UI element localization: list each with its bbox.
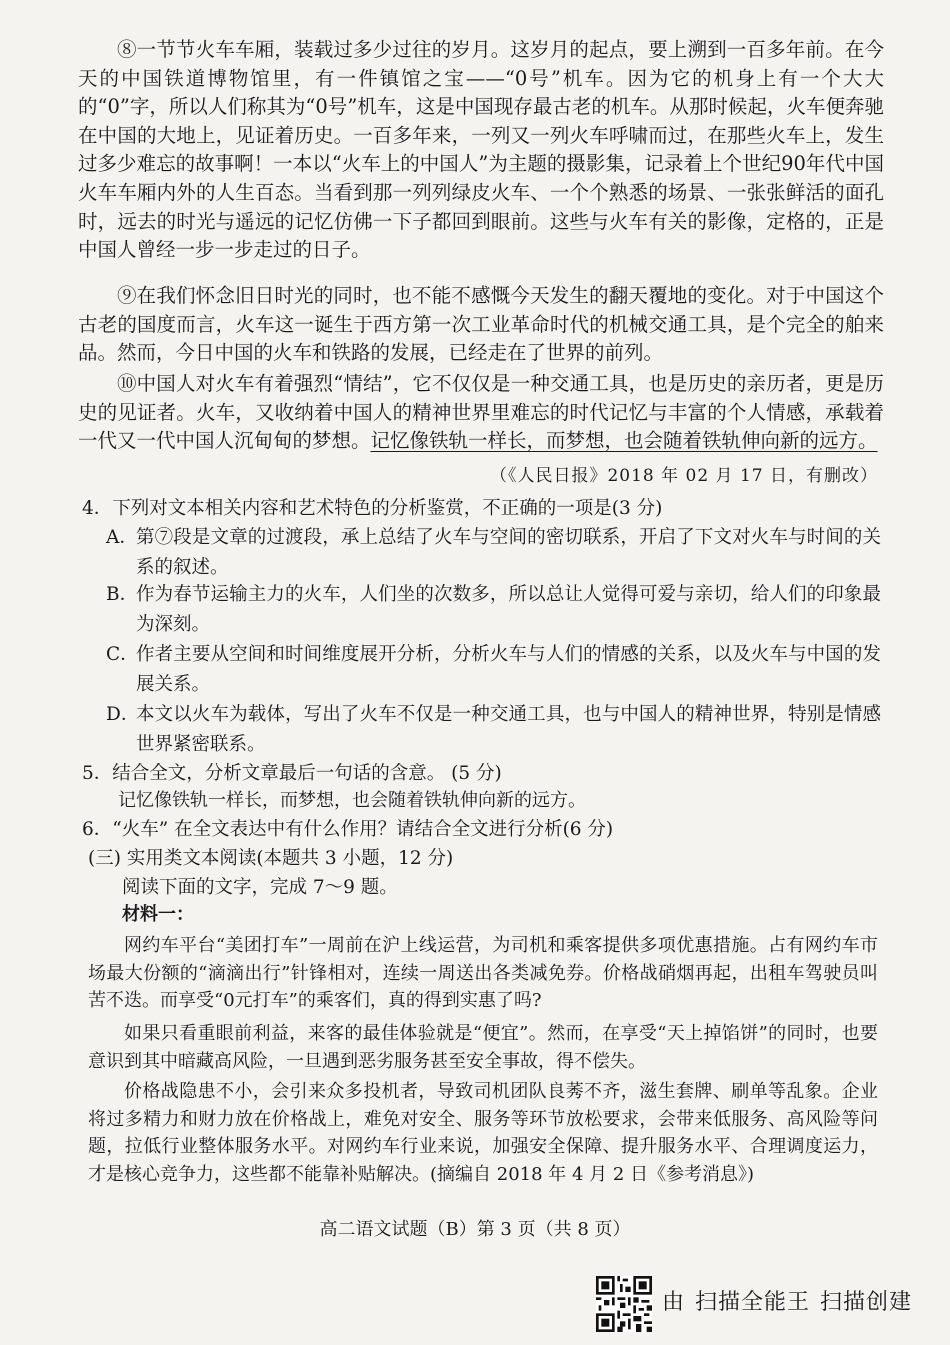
question-4-option-b (106, 580, 881, 640)
option-text: 本文以火车为载体，写出了火车不仅是一种交通工具，也与中国人的精神世界，特别是情感世界紧密联系。 (136, 704, 881, 755)
article-paragraph-9: ⑨在我们怀念旧日时光的同时，也不能不感慨今天发生的翻天覆地的变化。对于中国这个古老的国度而言，火车这一诞生于西方第一次工业革命时代的机械交通工具，是个完全的舶来品。然而，今日中国的火车和铁路的发展，已经走在了世界的前列。 (78, 284, 884, 365)
article-paragraph-8: ⑧一节节火车车厢，装载过多少过往的岁月。这岁月的起点，要上溯到一百多年前。在今天的中国铁道博物馆里，有一件镇馆之宝——“0号”机车。因为它的机身上有一个大大的“0”字，所以人们称其为“0号”机车，这是中国现存最古老的机车。从那时候起，火车便奔驰在中国的大地上，见证着历史。一百多年来，一列又一列火车呼啸而过，在那些火车上，发生过多少难忘的故事啊！一本以“火车上的中国人”为主题的摄影集，记录着上个世纪90年代中国火车车厢内外的人生百态。当看到那一列列绿皮火车、一个个熟悉的场景、一张张鲜活的面孔时，远去的时光与遥远的记忆仿佛一下子都回到眼前。这些与火车有关的影像，定格的，正是中国人曾经一步一步走过的日子。 (78, 38, 884, 262)
question-4-option-a (106, 523, 881, 583)
option-label: B． (106, 584, 139, 605)
scanner-watermark (662, 1288, 922, 1318)
option-label: C． (106, 644, 139, 665)
qr-code-icon (596, 1276, 652, 1332)
section-3-instruction: 阅读下面的文字，完成 7～9 题。 (122, 877, 398, 898)
section-3-heading: (三) 实用类文本阅读(本题共 3 小题，12 分) (88, 848, 454, 869)
paragraph-10-underlined-sentence: 记忆像铁轨一样长，而梦想，也会随着铁轨伸向新的远方。 (370, 429, 878, 453)
question-5-quote: 记忆像铁轨一样长，而梦想，也会随着铁轨伸向新的远方。 (118, 790, 586, 811)
question-6-stem: 6．“火车” 在全文表达中有什么作用？请结合全文进行分析(6 分) (82, 819, 614, 840)
question-4-option-c (106, 640, 881, 700)
material-1-paragraph-3: 价格战隐患不小，会引来众多投机者，导致司机团队良莠不齐，滋生套牌、刷单等乱象。企业将过多精力和财力放在价格战上，难免对安全、服务等环节放松要求，会带来低服务、高风险等问题，拉低行业整体服务水平。对网约车行业来说，加强安全保障、提升服务水平、合理调度运力，才是核心竞争力，这些都不能靠补贴解决。(摘编自 2018 年 4 月 2 日《参考消息》) (88, 1081, 878, 1185)
material-1-title: 材料一： (122, 904, 194, 925)
watermark-action: 扫描创建 (820, 1290, 913, 1315)
watermark-app-name: 扫描全能王 (695, 1290, 811, 1315)
page-footer: 高二语文试题（B）第 3 页（共 8 页） (319, 1219, 631, 1240)
option-text: 作者主要从空间和时间维度展开分析，分析火车与人们的情感的关系，以及火车与中国的发展关系。 (136, 644, 881, 695)
option-text: 第⑦段是文章的过渡段，承上总结了火车与空间的密切联系，开启了下文对火车与时间的关系的叙述。 (136, 527, 881, 578)
material-1-paragraph-1: 网约车平台“美团打车”一周前在沪上线运营，为司机和乘客提供多项优惠措施。占有网约车市场最大份额的“滴滴出行”针锋相对，连续一周送出各类减免券。价格战硝烟再起，出租车驾驶员叫苦不迭。而享受“0元打车”的乘客们，真的得到实惠了吗? (88, 935, 878, 1011)
paragraph-10-text: ⑩中国人对火车有着强烈“情结”，它不仅仅是一种交通工具，也是历史的亲历者，更是历史的见证者。火车，又收纳着中国人的精神世界里难忘的时代记忆与丰富的个人情感，承载着一代又一代中国人沉甸甸的梦想。 (78, 372, 884, 453)
option-text: 作为春节运输主力的火车，人们坐的次数多，所以总让人觉得可爱与亲切，给人们的印象最为深刻。 (136, 584, 881, 635)
question-5-stem: 5．结合全文，分析文章最后一句话的含意。 (5 分) (82, 763, 502, 784)
material-1-paragraph-2: 如果只看重眼前利益，来客的最佳体验就是“便宜”。然而，在享受“天上掉馅饼”的同时，也要意识到其中暗藏高风险，一旦遇到恶劣服务甚至安全事故，得不偿失。 (88, 1023, 878, 1072)
watermark-by: 由 (662, 1290, 686, 1315)
question-4-option-d (106, 700, 881, 760)
option-label: A． (106, 527, 138, 548)
option-label: D． (106, 704, 140, 725)
article-source: （《人民日报》2018 年 02 月 17 日，有删改） (489, 466, 878, 486)
article-paragraph-10 (78, 370, 884, 456)
question-4-stem: 4．下列对文本相关内容和艺术特色的分析鉴赏，不正确的一项是(3 分) (82, 498, 663, 519)
